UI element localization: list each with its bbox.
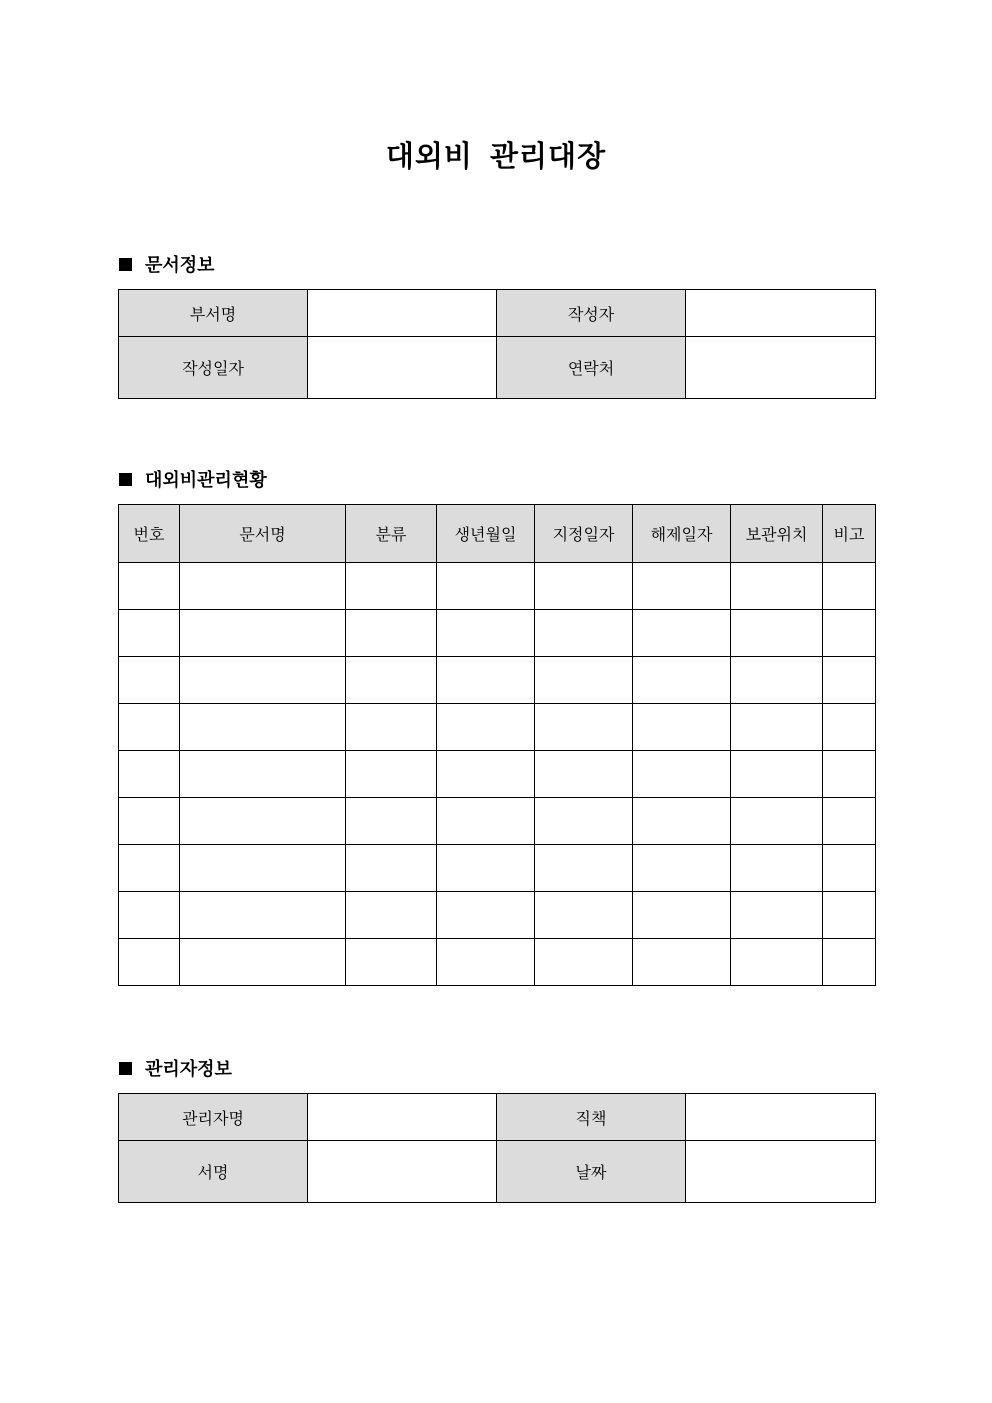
table-row [119, 657, 876, 704]
table-cell[interactable] [731, 657, 823, 704]
table-cell[interactable] [535, 610, 633, 657]
table-cell[interactable] [346, 939, 437, 986]
column-header: 보관위치 [731, 505, 823, 563]
table-header-row [119, 505, 876, 563]
section-heading-label: 대외비관리현황 [145, 470, 267, 491]
table-cell[interactable] [437, 892, 535, 939]
table-cell[interactable] [437, 704, 535, 751]
table-cell[interactable] [633, 751, 731, 798]
table-cell[interactable] [823, 845, 876, 892]
table-cell[interactable] [119, 892, 180, 939]
department-label: 부서명 [119, 290, 308, 337]
position-label: 직책 [497, 1094, 686, 1141]
table-cell[interactable] [437, 751, 535, 798]
column-header: 분류 [346, 505, 437, 563]
table-cell[interactable] [633, 845, 731, 892]
table-cell[interactable] [731, 610, 823, 657]
table-cell[interactable] [180, 657, 346, 704]
department-field[interactable] [308, 290, 497, 337]
table-cell[interactable] [437, 610, 535, 657]
table-cell[interactable] [119, 845, 180, 892]
contact-field[interactable] [686, 337, 876, 399]
section-heading-manager-info [119, 1055, 232, 1081]
table-cell[interactable] [633, 704, 731, 751]
table-cell[interactable] [119, 610, 180, 657]
manager-name-label: 관리자명 [119, 1094, 308, 1141]
table-cell[interactable] [437, 563, 535, 610]
table-cell[interactable] [731, 751, 823, 798]
table-cell[interactable] [180, 798, 346, 845]
table-cell[interactable] [535, 751, 633, 798]
table-cell[interactable] [437, 798, 535, 845]
document-info-table [118, 289, 876, 399]
table-cell[interactable] [823, 798, 876, 845]
table-cell[interactable] [119, 563, 180, 610]
table-cell[interactable] [535, 798, 633, 845]
table-row [119, 290, 876, 337]
table-cell[interactable] [346, 704, 437, 751]
table-cell[interactable] [180, 939, 346, 986]
contact-label: 연락처 [497, 337, 686, 399]
table-cell[interactable] [346, 751, 437, 798]
manager-date-label: 날짜 [497, 1141, 686, 1203]
date-label: 작성일자 [119, 337, 308, 399]
author-field[interactable] [686, 290, 876, 337]
column-header: 비고 [823, 505, 876, 563]
status-table [118, 504, 876, 986]
table-row [119, 1141, 876, 1203]
square-bullet-icon [119, 1062, 132, 1075]
table-cell[interactable] [823, 751, 876, 798]
table-cell[interactable] [119, 798, 180, 845]
table-cell[interactable] [346, 798, 437, 845]
table-cell[interactable] [437, 845, 535, 892]
signature-label: 서명 [119, 1141, 308, 1203]
table-cell[interactable] [346, 563, 437, 610]
table-cell[interactable] [119, 657, 180, 704]
column-header: 해제일자 [633, 505, 731, 563]
table-cell[interactable] [823, 892, 876, 939]
table-cell[interactable] [535, 939, 633, 986]
table-cell[interactable] [633, 892, 731, 939]
table-row [119, 845, 876, 892]
table-row [119, 751, 876, 798]
date-field[interactable] [308, 337, 497, 399]
table-cell[interactable] [180, 751, 346, 798]
table-cell[interactable] [535, 563, 633, 610]
table-cell[interactable] [346, 610, 437, 657]
table-cell[interactable] [731, 704, 823, 751]
section-heading-label: 문서정보 [145, 255, 215, 276]
table-row [119, 939, 876, 986]
table-cell[interactable] [823, 610, 876, 657]
table-cell[interactable] [823, 704, 876, 751]
section-heading-label: 관리자정보 [145, 1059, 232, 1080]
table-cell[interactable] [437, 939, 535, 986]
table-cell[interactable] [633, 798, 731, 845]
table-cell[interactable] [633, 563, 731, 610]
table-cell[interactable] [346, 892, 437, 939]
table-row [119, 892, 876, 939]
column-header: 문서명 [180, 505, 346, 563]
table-row [119, 563, 876, 610]
table-cell[interactable] [437, 657, 535, 704]
table-cell[interactable] [633, 610, 731, 657]
table-cell[interactable] [731, 939, 823, 986]
table-row [119, 1094, 876, 1141]
section-heading-document-info [119, 251, 215, 277]
column-header: 생년월일 [437, 505, 535, 563]
table-cell[interactable] [180, 563, 346, 610]
table-cell[interactable] [535, 657, 633, 704]
table-cell[interactable] [823, 563, 876, 610]
column-header: 지정일자 [535, 505, 633, 563]
table-cell[interactable] [731, 845, 823, 892]
table-row [119, 798, 876, 845]
square-bullet-icon [119, 473, 132, 486]
table-cell[interactable] [180, 610, 346, 657]
table-cell[interactable] [823, 657, 876, 704]
author-label: 작성자 [497, 290, 686, 337]
table-cell[interactable] [535, 845, 633, 892]
table-cell[interactable] [633, 657, 731, 704]
manager-info-table [118, 1093, 876, 1203]
table-cell[interactable] [731, 892, 823, 939]
manager-date-field[interactable] [686, 1141, 876, 1203]
table-cell[interactable] [180, 845, 346, 892]
table-cell[interactable] [346, 657, 437, 704]
table-cell[interactable] [119, 939, 180, 986]
table-row [119, 704, 876, 751]
column-header: 번호 [119, 505, 180, 563]
page-title: 대외비 관리대장 [385, 139, 607, 173]
signature-field[interactable] [308, 1141, 497, 1203]
table-cell[interactable] [180, 892, 346, 939]
table-cell[interactable] [119, 704, 180, 751]
table-cell[interactable] [535, 892, 633, 939]
table-cell[interactable] [633, 939, 731, 986]
table-row [119, 337, 876, 399]
square-bullet-icon [119, 258, 132, 271]
table-cell[interactable] [346, 845, 437, 892]
table-cell[interactable] [119, 751, 180, 798]
table-cell[interactable] [731, 798, 823, 845]
position-field[interactable] [686, 1094, 876, 1141]
manager-name-field[interactable] [308, 1094, 497, 1141]
table-cell[interactable] [535, 704, 633, 751]
table-cell[interactable] [180, 704, 346, 751]
table-cell[interactable] [731, 563, 823, 610]
table-row [119, 610, 876, 657]
section-heading-status [119, 466, 267, 492]
table-cell[interactable] [823, 939, 876, 986]
